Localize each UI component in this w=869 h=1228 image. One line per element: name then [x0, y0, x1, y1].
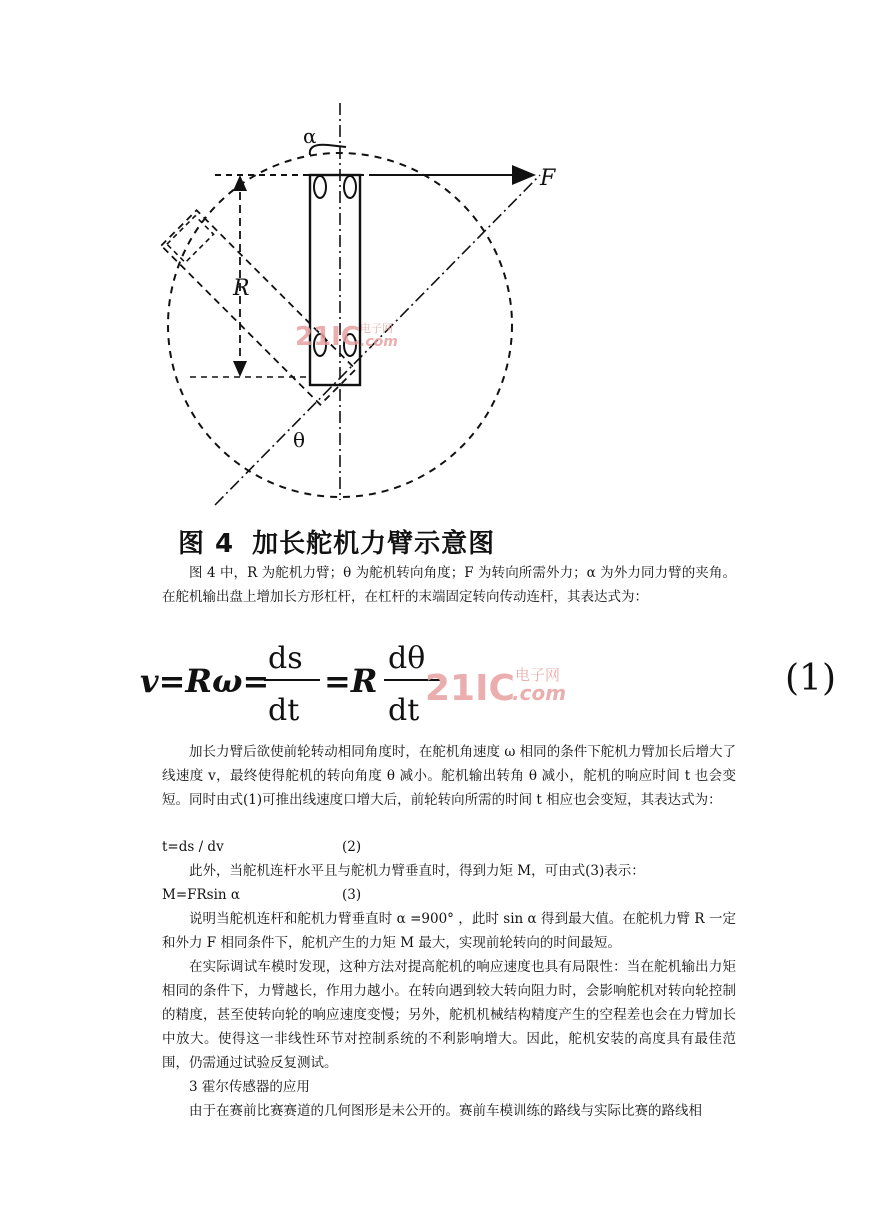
- paragraph-4: 说明当舵机连杆和舵机力臂垂直时 α =900° ，此时 sin α 得到最大值。在舵机力臂 R 一定和外力 F 相同条件下，舵机产生的力矩 M 最大，实现前轮转向的时间最短。: [162, 911, 736, 951]
- label-R: R: [233, 276, 250, 301]
- figure-caption: [178, 523, 495, 560]
- eq-lhs: v=Rω=: [140, 662, 270, 700]
- watermark-sub2: .com: [360, 334, 398, 350]
- caption-title: 加长舵机力臂示意图: [252, 529, 496, 559]
- label-theta: θ: [293, 428, 306, 452]
- eq-frac1-den: dt: [268, 693, 300, 728]
- formula-2: [162, 835, 362, 859]
- section-heading: 3 霍尔传感器的应用: [189, 1079, 310, 1095]
- label-alpha: α: [303, 124, 317, 148]
- formula-3: [162, 883, 362, 907]
- r-arrow-top: [233, 175, 247, 191]
- eq-frac2-den: dt: [388, 693, 420, 728]
- equation-1-number: (1): [785, 658, 836, 699]
- label-F: F: [540, 166, 556, 191]
- watermark-sub1: 电子网: [360, 322, 393, 335]
- eq-watermark-sub2: .com: [512, 681, 567, 705]
- paragraph-1: 图 4 中，R 为舵机力臂；θ 为舵机转向角度；F 为转向所需外力；α 为外力同力臂的夹角。在舵机输出盘上增加长方形杠杆，在杠杆的末端固定转向传动连杆，其表达式为：: [162, 565, 736, 605]
- eq-watermark-logo: 21IC: [425, 668, 515, 709]
- eq-frac2-num: dθ: [388, 641, 426, 676]
- paragraph-3: 此外，当舵机连杆水平且与舵机力臂垂直时，得到力矩 M，可由式(3)表示：: [189, 863, 645, 879]
- caption-number: 图 4: [178, 529, 235, 559]
- watermark-logo: 21IC: [295, 322, 360, 352]
- r-arrow-bottom: [233, 361, 247, 377]
- paragraph-5: 在实际调试车模时发现，这种方法对提高舵机的响应速度也具有局限性：当在舵机输出力矩相同的条件下，力臂越长，作用力越小。在转向遇到较大转向阻力时，会影响舵机对转向轮控制的精度，甚至使转向轮的响应速度变慢；另外，舵机机械结构精度产生的空程差也会在力臂加长中放大。使得这一非线性环节对控制系统的不利影响增大。因此，舵机安装的高度具有最佳范围，仍需通过试验反复测试。: [162, 959, 736, 1071]
- equation-1: [140, 630, 580, 730]
- eq-watermark-sub1: 电子网: [515, 666, 561, 684]
- paragraph-6: 由于在赛前比赛赛道的几何图形是未公开的。赛前车模训练的路线与实际比赛的路线相: [189, 1103, 702, 1119]
- formula-2-expr: t=ds / dv: [162, 839, 224, 855]
- eq-frac1-num: ds: [268, 641, 303, 676]
- formula-3-expr: M=FRsin α: [162, 887, 241, 903]
- eq-mid: =R: [324, 662, 378, 700]
- formula-3-number: (3): [342, 887, 362, 903]
- paragraph-2: 加长力臂后欲使前轮转动相同角度时，在舵机角速度 ω 相同的条件下舵机力臂加长后增大了线速度 v，最终使得舵机的转向角度 θ 减小。舵机输出转角 θ 减小，舵机的响应时间 t 也会变短。同时由式(1)可推出线速度口增大后，前轮转向所需的时间 t 相应也会变短，其表达式为：: [162, 744, 736, 808]
- servo-arm-vertical: [310, 175, 360, 385]
- servo-arm-diagram: [160, 95, 580, 515]
- formula-2-number: (2): [342, 839, 362, 855]
